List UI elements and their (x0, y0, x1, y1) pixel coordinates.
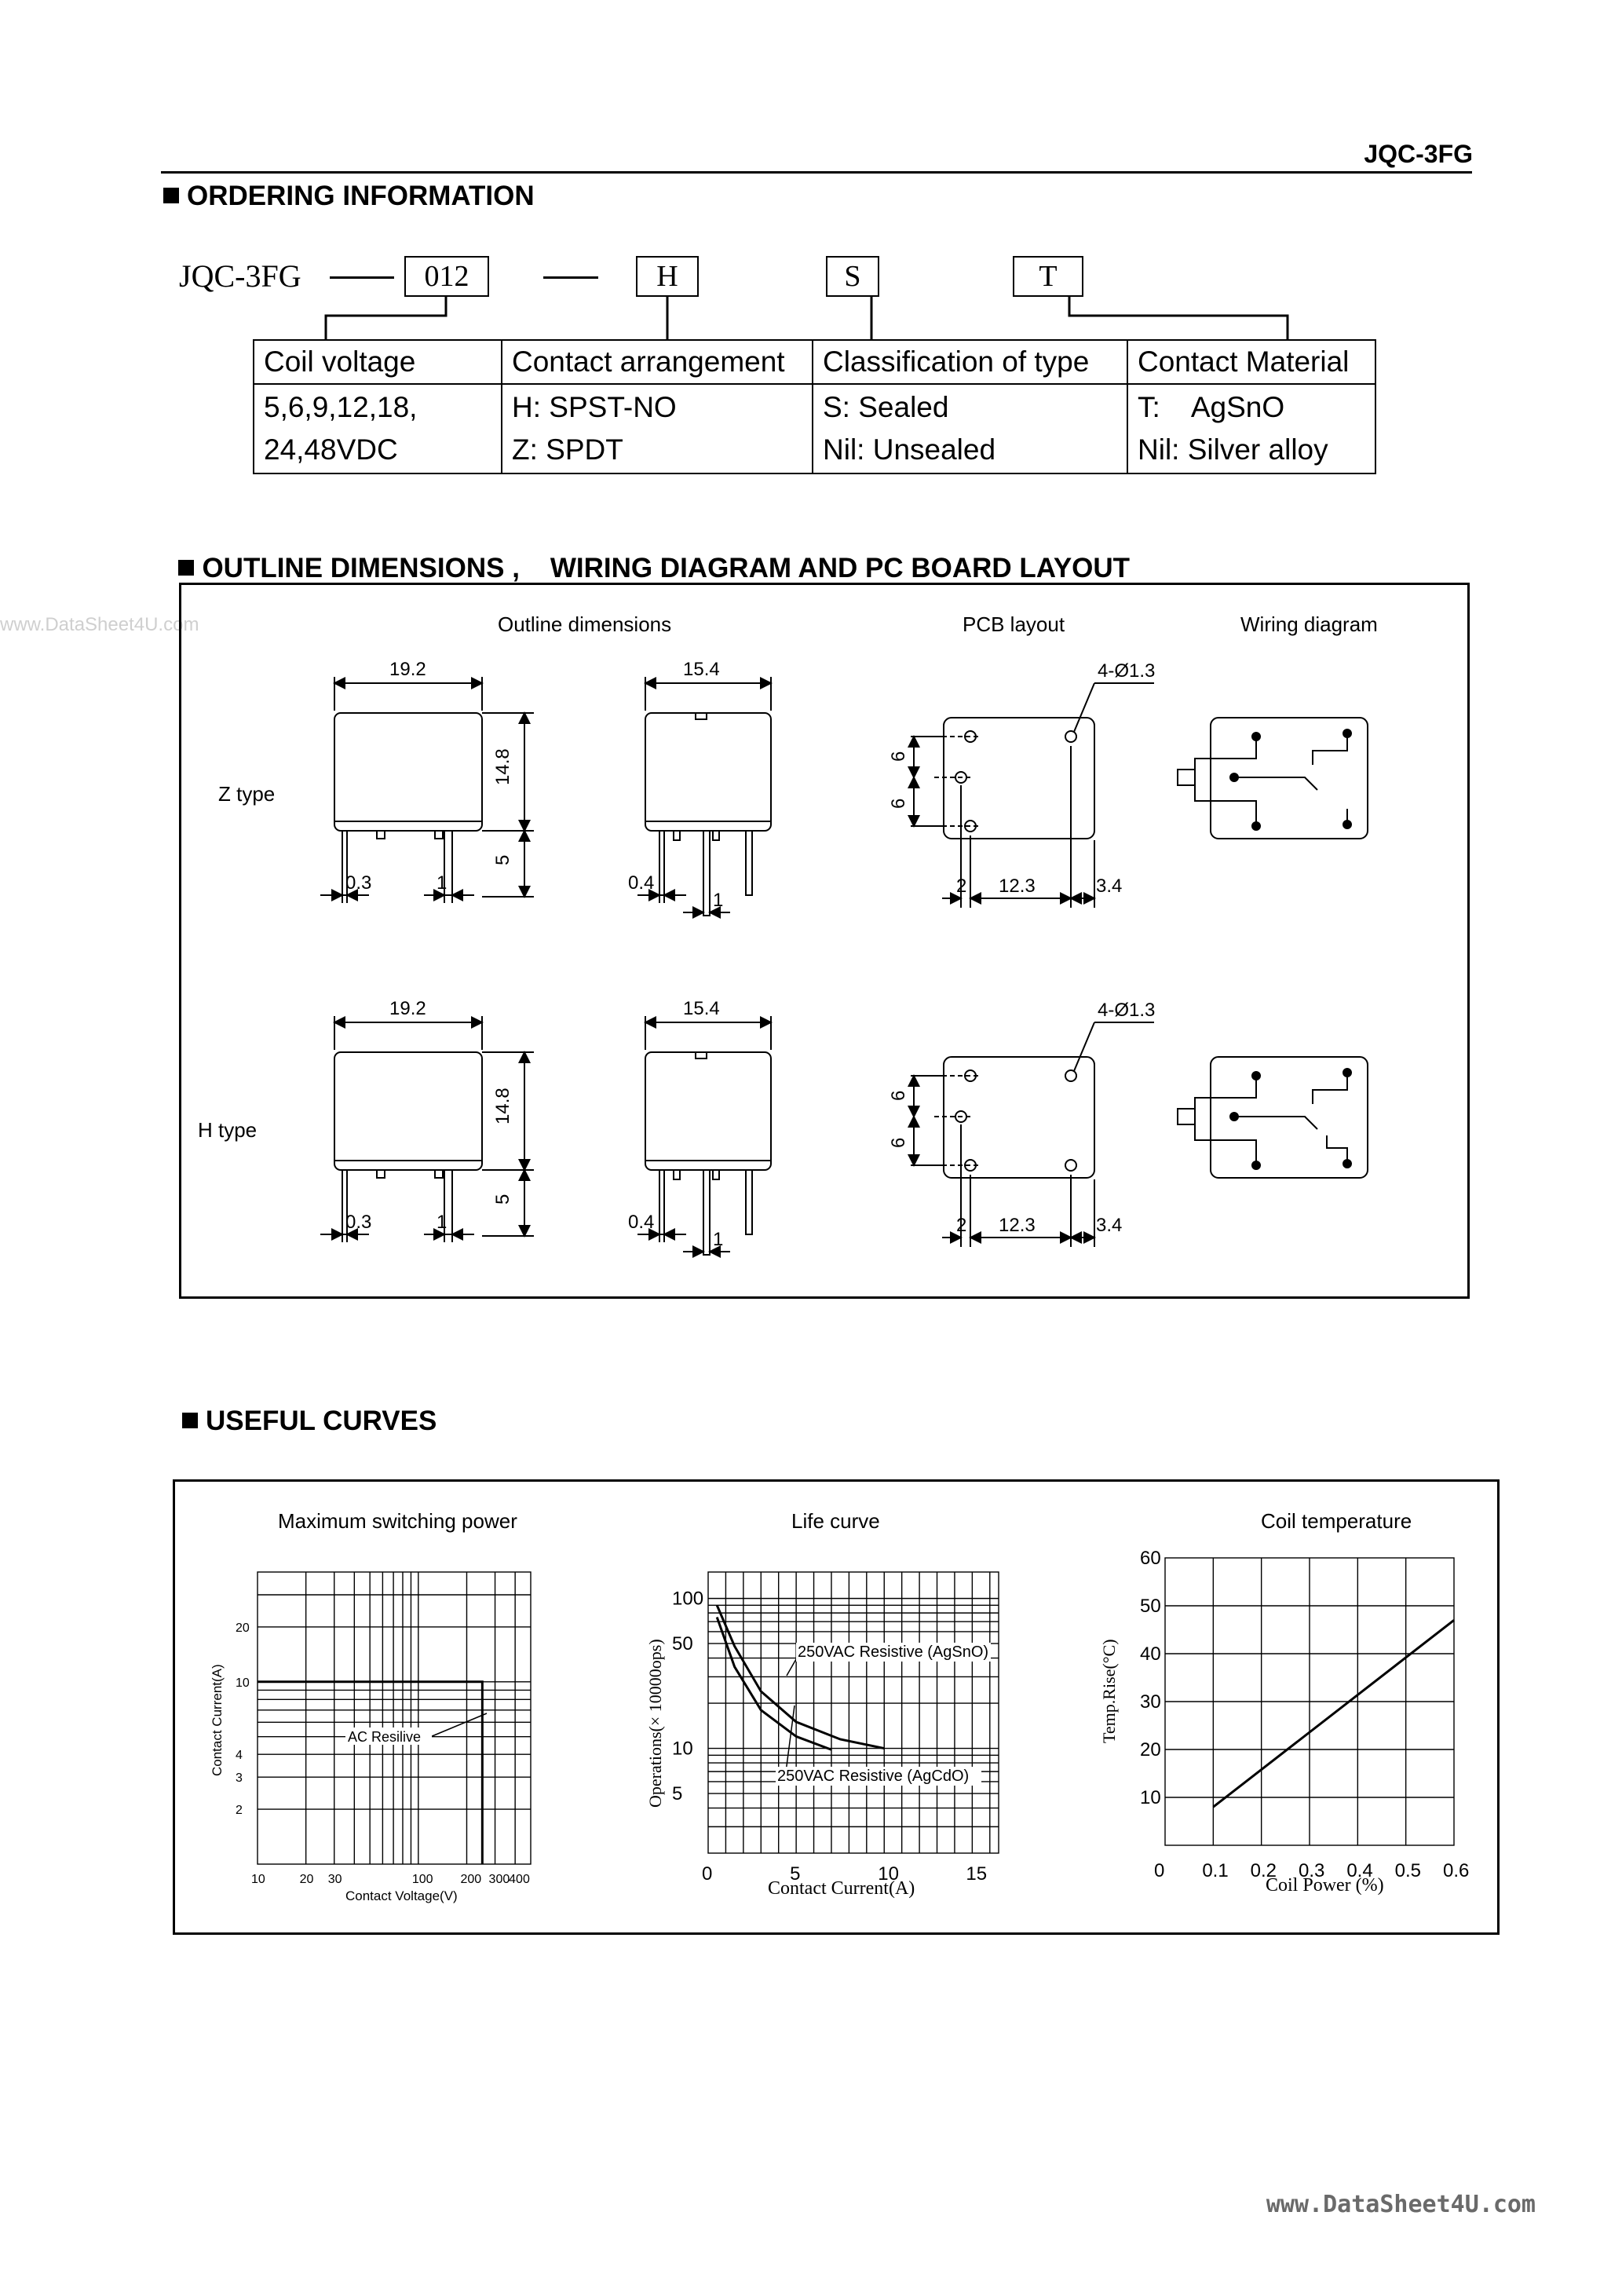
chart1-title: Maximum switching power (278, 1509, 517, 1533)
pcb-dim-mid: 12.3 (999, 876, 1036, 897)
pcb-dim-right: 3.4 (1096, 1215, 1123, 1236)
y-tick-label: 5 (672, 1783, 683, 1805)
table-cell: 5,6,9,12,18, 24,48VDC (254, 384, 502, 473)
pcb-dim-left: 2 (956, 1215, 967, 1236)
dim-height: 14.8 (492, 748, 513, 785)
x-tick-label: 200 (460, 1873, 482, 1886)
dim-length: 19.2 (389, 998, 426, 1019)
code-material-box: T (1013, 256, 1083, 297)
x-tick-label: 10 (251, 1873, 265, 1886)
x-tick-label: 0.2 (1250, 1860, 1277, 1881)
col-coil-voltage: Coil voltage (254, 340, 502, 384)
dim-pin-width: 1 (437, 1212, 448, 1233)
outline-caption: Outline dimensions (498, 612, 672, 636)
x-tick-label: 0.1 (1202, 1860, 1229, 1881)
y-tick-label: 30 (1140, 1691, 1161, 1713)
x-tick-label: 0.3 (1299, 1860, 1325, 1881)
x-tick-label: 0.4 (1346, 1860, 1373, 1881)
dim-pin-width: 1 (437, 872, 448, 894)
dim-height: 14.8 (492, 1088, 513, 1124)
y-tick-label: 100 (672, 1588, 704, 1610)
wiring-caption: Wiring diagram (1240, 612, 1378, 636)
x-tick-label: 5 (790, 1863, 801, 1885)
series-label: 250VAC Resistive (AgSnO) (798, 1643, 989, 1661)
x-axis-label: Contact Current(A) (768, 1878, 915, 1899)
pcb-hole-note: 4-Ø1.3 (1098, 660, 1156, 682)
section-ordering-title: ORDERING INFORMATION (163, 181, 535, 212)
chart3-title: Coil temperature (1261, 1509, 1412, 1533)
col-contact-material: Contact Material (1127, 340, 1375, 384)
chart-max-switching-power (210, 1572, 531, 1903)
dim-length: 19.2 (389, 659, 426, 680)
dim-pin-length: 5 (492, 854, 513, 865)
x-tick-label: 15 (966, 1863, 988, 1885)
x-tick-label: 400 (509, 1873, 530, 1886)
table-cell: T: AgSnO Nil: Silver alloy (1127, 384, 1375, 473)
dim-pin-thick: 0.3 (345, 1212, 372, 1233)
table-cell: S: Sealed Nil: Unsealed (813, 384, 1127, 473)
chart2-title: Life curve (791, 1509, 880, 1533)
pcb-pitch-top: 6 (888, 1090, 909, 1101)
y-axis-label: Operations(× 10000ops) (645, 1639, 665, 1808)
dim-pin-thick-side: 0.4 (628, 1212, 655, 1233)
code-arrangement-box: H (636, 256, 699, 297)
pcb-dim-right: 3.4 (1096, 876, 1123, 897)
x-tick-label: 20 (299, 1873, 314, 1886)
part-number: JQC-3FG (1364, 140, 1473, 168)
y-tick-label: 3 (236, 1771, 243, 1786)
series-label: 250VAC Resistive (AgCdO) (777, 1768, 970, 1785)
y-tick-label: 20 (236, 1621, 250, 1635)
code-type-box: S (826, 256, 879, 297)
y-tick-label: 40 (1140, 1643, 1161, 1665)
dim-pin-length: 5 (492, 1194, 513, 1205)
y-tick-label: 60 (1140, 1548, 1161, 1569)
dim-width: 15.4 (683, 998, 720, 1019)
x-tick-label: 10 (878, 1863, 899, 1885)
dim-width: 15.4 (683, 659, 720, 680)
pcb-pitch-bottom: 6 (888, 1137, 909, 1148)
pcb-pitch-bottom: 6 (888, 798, 909, 809)
section-outline-title: OUTLINE DIMENSIONS , WIRING DIAGRAM AND PC BOARD LAYOUT (163, 521, 1130, 584)
watermark-left: www.DataSheet4U.com (0, 614, 199, 635)
pcb-hole-note: 4-Ø1.3 (1098, 1000, 1156, 1021)
dim-pin-width-side: 1 (713, 890, 724, 911)
code-prefix: JQC-3FG (179, 258, 301, 294)
dim-pin-thick: 0.3 (345, 872, 372, 894)
y-tick-label: 20 (1140, 1739, 1161, 1760)
h-type-label: H type (198, 1118, 258, 1142)
y-tick-label: 10 (672, 1738, 693, 1760)
x-tick-label: 300 (488, 1873, 510, 1886)
z-type-label: Z type (218, 782, 276, 806)
y-axis-label: Contact Current(A) (210, 1664, 225, 1776)
pcb-caption: PCB layout (963, 612, 1065, 636)
y-tick-label: 10 (236, 1676, 250, 1690)
x-tick-label: 0 (702, 1863, 713, 1885)
x-tick-label: 0.6 (1443, 1860, 1470, 1881)
y-axis-label: Temp.Rise(°C) (1099, 1639, 1119, 1743)
pcb-dim-left: 2 (956, 876, 967, 897)
dim-pin-thick-side: 0.4 (628, 872, 655, 894)
series-label: AC Resilive (348, 1729, 422, 1745)
dim-pin-width-side: 1 (713, 1229, 724, 1250)
x-tick-label: 0 (1154, 1860, 1165, 1881)
series-line (1213, 1620, 1454, 1807)
chart-coil-temperature (1099, 1548, 1469, 1896)
chart-life-curve (645, 1572, 999, 1899)
y-tick-label: 2 (236, 1804, 243, 1818)
y-tick-label: 50 (672, 1633, 693, 1655)
y-tick-label: 10 (1140, 1787, 1161, 1808)
x-tick-label: 0.5 (1394, 1860, 1422, 1881)
x-tick-label: 100 (411, 1873, 433, 1886)
code-voltage-box: 012 (404, 256, 489, 297)
x-axis-label: Coil Power (%) (1266, 1875, 1384, 1896)
pcb-dim-mid: 12.3 (999, 1215, 1036, 1236)
col-classification: Classification of type (813, 340, 1127, 384)
y-tick-label: 50 (1140, 1596, 1161, 1617)
footer-watermark: www.DataSheet4U.com (1266, 2191, 1536, 2218)
table-cell: H: SPST-NO Z: SPDT (502, 384, 813, 473)
section-curves-title: USEFUL CURVES (182, 1406, 437, 1437)
col-contact-arrangement: Contact arrangement (502, 340, 813, 384)
y-tick-label: 4 (236, 1749, 243, 1763)
x-axis-label: Contact Voltage(V) (345, 1888, 458, 1903)
pcb-pitch-top: 6 (888, 751, 909, 762)
x-tick-label: 30 (327, 1873, 342, 1886)
